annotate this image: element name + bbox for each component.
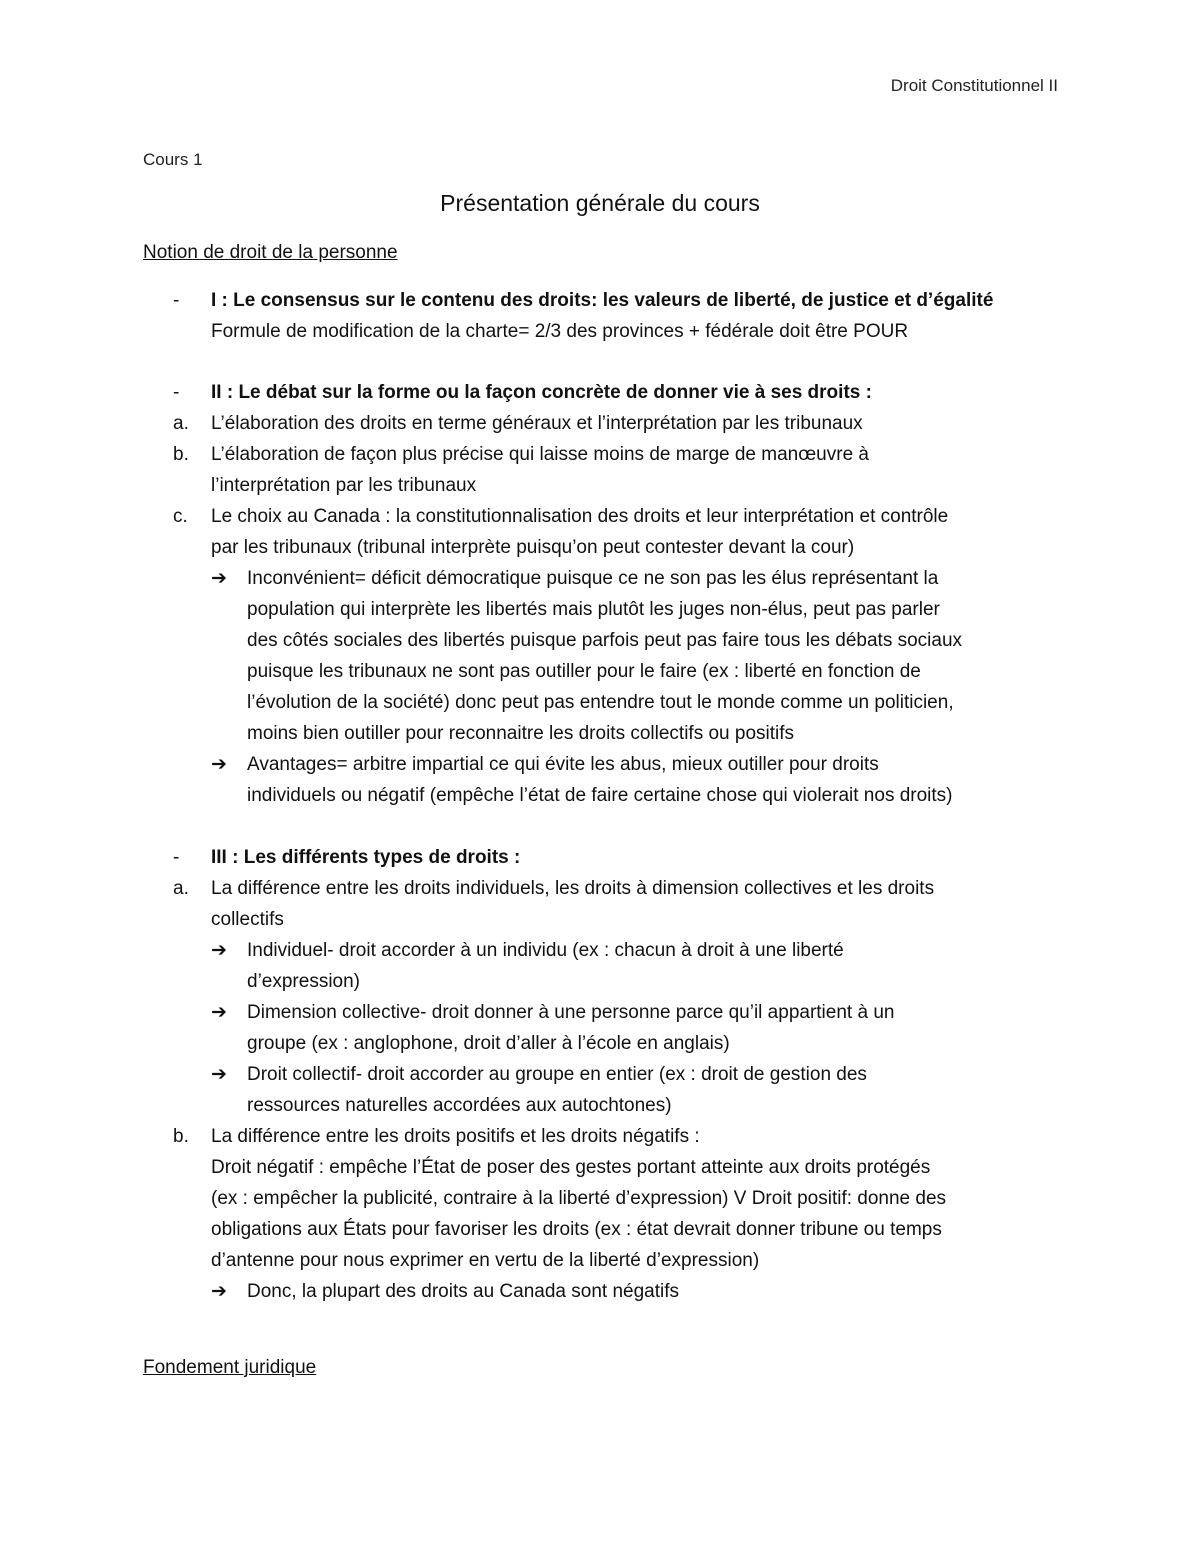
arrow-item-text: l’évolution de la société) donc peut pas entendre tout le monde comme un politicien, bbox=[247, 692, 954, 713]
list-item-text: l’interprétation par les tribunaux bbox=[211, 475, 477, 496]
bullet-dash: - bbox=[173, 382, 180, 403]
arrow-item-text: d’expression) bbox=[247, 971, 360, 992]
arrow-item bbox=[143, 1276, 1083, 1307]
list-item-text: La différence entre les droits positifs et les droits négatifs : bbox=[211, 1126, 700, 1147]
bullet-dash: - bbox=[173, 847, 180, 868]
arrow-item bbox=[143, 935, 1083, 997]
arrow-item-text: Avantages= arbitre impartial ce qui évite les abus, mieux outiller pour droits bbox=[247, 754, 879, 775]
arrow-right-icon: ➔ bbox=[211, 1064, 227, 1085]
page-title: Présentation générale du cours bbox=[440, 190, 760, 216]
arrow-item-text: Donc, la plupart des droits au Canada sont négatifs bbox=[247, 1281, 679, 1302]
arrow-item-text: Dimension collective- droit donner à une personne parce qu’il appartient à un bbox=[247, 1002, 895, 1023]
arrow-right-icon: ➔ bbox=[211, 1002, 227, 1023]
arrow-item-text: puisque les tribunaux ne sont pas outiller pour le faire (ex : liberté en fonction de bbox=[247, 661, 921, 682]
list-item-text: Droit négatif : empêche l’État de poser des gestes portant atteinte aux droits protégés bbox=[211, 1157, 931, 1178]
heading-notion: Notion de droit de la personne bbox=[143, 242, 398, 263]
arrow-item-text: groupe (ex : anglophone, droit d’aller à l’école en anglais) bbox=[247, 1033, 730, 1054]
arrow-item-text: Droit collectif- droit accorder au groupe en entier (ex : droit de gestion des bbox=[247, 1064, 867, 1085]
arrow-item-text: Individuel- droit accorder à un individu (ex : chacun à droit à une liberté bbox=[247, 940, 844, 961]
list-item-text: L’élaboration de façon plus précise qui laisse moins de marge de manœuvre à bbox=[211, 444, 869, 465]
list-item-text: L’élaboration des droits en terme généraux et l’interprétation par les tribunaux bbox=[211, 413, 863, 434]
list-item-text: Le choix au Canada : la constitutionnalisation des droits et leur interprétation et contrôle bbox=[211, 506, 949, 527]
arrow-item-text: population qui interprète les libertés mais plutôt les juges non-élus, peut pas parler bbox=[247, 599, 940, 620]
list-item-text: (ex : empêcher la publicité, contraire à la liberté d’expression) V Droit positif: donne des bbox=[211, 1188, 947, 1209]
section-1-line: Formule de modification de la charte= 2/3 des provinces + fédérale doit être POUR bbox=[211, 321, 909, 342]
list-item-text: La différence entre les droits individuels, les droits à dimension collectives et les droits bbox=[211, 878, 935, 899]
heading-fondement: Fondement juridique bbox=[143, 1357, 317, 1378]
list-letter: b. bbox=[173, 444, 189, 465]
list-letter: a. bbox=[173, 413, 189, 434]
section-1-title: I : Le consensus sur le contenu des droits: les valeurs de liberté, de justice et d’égalité bbox=[211, 290, 994, 311]
arrow-item bbox=[143, 563, 1083, 749]
arrow-item bbox=[143, 997, 1083, 1059]
list-item-text: d’antenne pour nous exprimer en vertu de la liberté d’expression) bbox=[211, 1250, 760, 1271]
arrow-right-icon: ➔ bbox=[211, 1281, 227, 1302]
arrow-item-text: des côtés sociales des libertés puisque parfois peut pas faire tous les débats sociaux bbox=[247, 630, 963, 651]
section-1 bbox=[143, 285, 1083, 347]
course-number: Cours 1 bbox=[143, 150, 203, 169]
arrow-right-icon: ➔ bbox=[211, 754, 227, 775]
bullet-dash: - bbox=[173, 290, 180, 311]
section-3 bbox=[143, 842, 1083, 1307]
list-letter: b. bbox=[173, 1126, 189, 1147]
list-item-text: par les tribunaux (tribunal interprète puisqu’on peut contester devant la cour) bbox=[211, 537, 855, 558]
arrow-item bbox=[143, 749, 1083, 811]
section-3-title: III : Les différents types de droits : bbox=[211, 847, 521, 868]
arrow-right-icon: ➔ bbox=[211, 940, 227, 961]
arrow-item bbox=[143, 1059, 1083, 1121]
arrow-item-text: moins bien outiller pour reconnaitre les droits collectifs ou positifs bbox=[247, 723, 795, 744]
arrow-item-text: individuels ou négatif (empêche l’état de faire certaine chose qui violerait nos droits) bbox=[247, 785, 953, 806]
running-header: Droit Constitutionnel II bbox=[890, 76, 1058, 95]
section-2 bbox=[143, 377, 1083, 811]
arrow-item-text: Inconvénient= déficit démocratique puisque ce ne son pas les élus représentant la bbox=[247, 568, 939, 589]
list-letter: c. bbox=[173, 506, 188, 527]
arrow-right-icon: ➔ bbox=[211, 568, 227, 589]
list-item-text: obligations aux États pour favoriser les droits (ex : état devrait donner tribune ou temps bbox=[211, 1219, 942, 1240]
arrow-item-text: ressources naturelles accordées aux autochtones) bbox=[247, 1095, 672, 1116]
section-2-title: II : Le débat sur la forme ou la façon concrète de donner vie à ses droits : bbox=[211, 382, 872, 403]
list-item-text: collectifs bbox=[211, 909, 284, 930]
list-letter: a. bbox=[173, 878, 189, 899]
